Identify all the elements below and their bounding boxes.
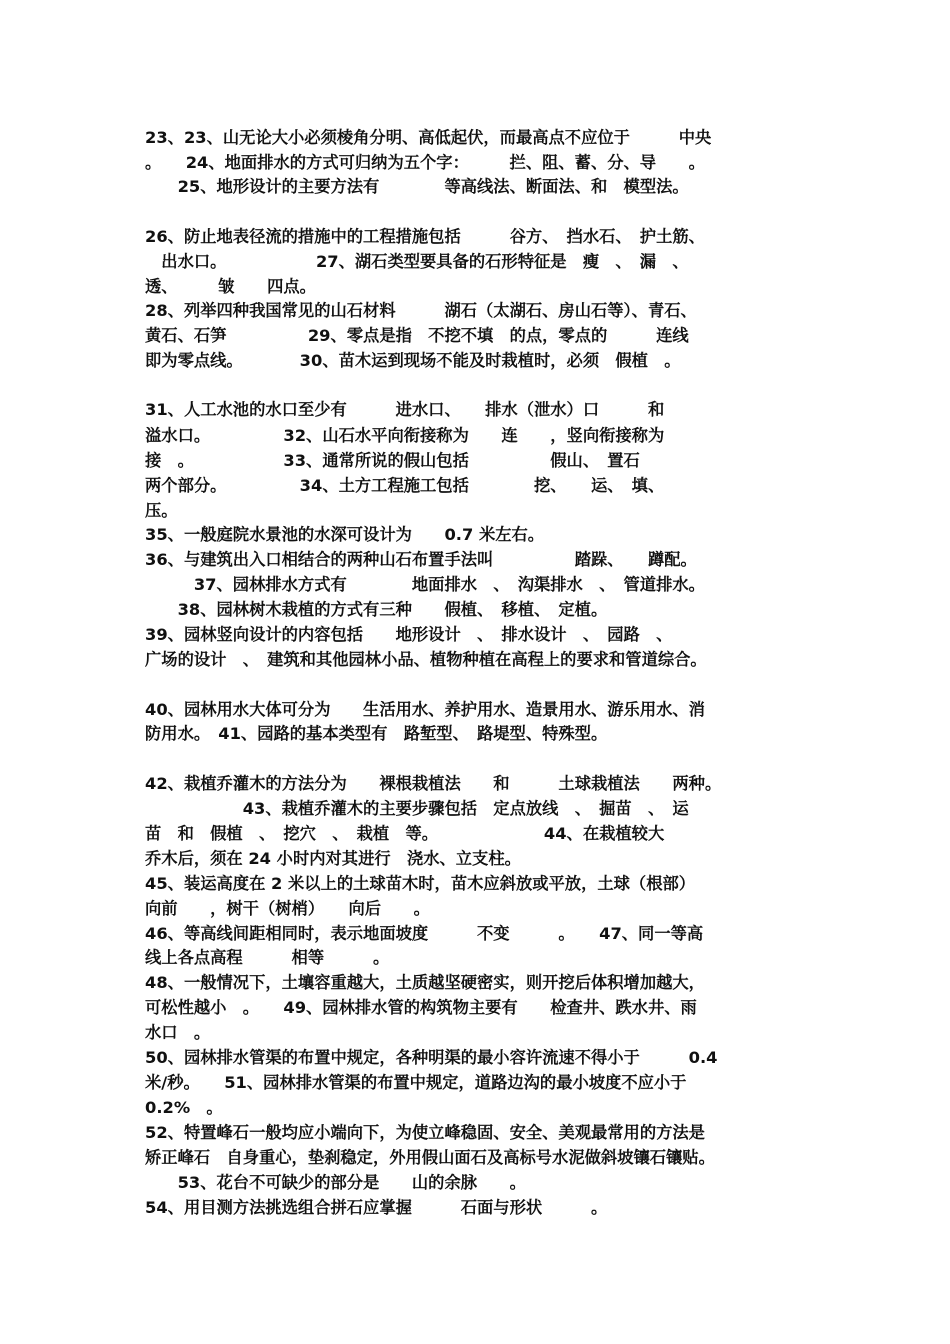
text-line: 37、园林排水方式有 地面排水 、 沟渠排水 、 管道排水。: [145, 575, 705, 594]
text-line: 42、栽植乔灌木的方法分为 裸根栽植法 和 土球栽植法 两种。: [145, 774, 722, 793]
text-line: 54、用目测方法挑选组合拼石应掌握 石面与形状 。: [145, 1198, 608, 1217]
text-line: 米/秒。 51、园林排水管渠的布置中规定，道路边沟的最小坡度不应小于: [145, 1073, 687, 1092]
text-line: 28、列举四种我国常见的山石材料 湖石（太湖石、房山石等）、青石、: [145, 301, 697, 320]
text-line: 31、人工水池的水口至少有 进水口、 排水（泄水）口 和: [145, 400, 665, 419]
text-line: 46、等高线间距相同时，表示地面坡度 不变 。 47、同一等高: [145, 924, 704, 943]
text-line: 乔木后，须在 24 小时内对其进行 浇水、立支柱。: [145, 849, 521, 868]
text-line: 接 。 33、通常所说的假山包括 假山、 置石: [145, 451, 640, 470]
text-line: 38、园林树木栽植的方式有三种 假植、 移植、 定植。: [145, 600, 608, 619]
text-line: 45、装运高度在 2 米以上的土球苗木时，苗木应斜放或平放，土球（根部）: [145, 874, 696, 893]
text-line: 矫正峰石 自身重心，垫刹稳定，外用假山面石及高标号水泥做斜坡镶石镶贴。: [145, 1148, 715, 1167]
text-line: 防用水。 41、园路的基本类型有 路堑型、 路堤型、特殊型。: [145, 724, 608, 743]
text-line: 压。: [145, 501, 178, 520]
text-line: 35、一般庭院水景池的水深可设计为 0.7 米左右。: [145, 525, 545, 544]
text-line: 黄石、石笋 29、零点是指 不挖不填 的点，零点的 连线: [145, 326, 689, 345]
text-line: 可松性越小 。 49、园林排水管的构筑物主要有 检查井、跌水井、雨: [145, 998, 697, 1017]
text-line: 广场的设计 、 建筑和其他园林小品、植物种植在高程上的要求和管道综合。: [145, 650, 707, 669]
text-line: 线上各点高程 相等 。: [145, 948, 390, 967]
text-line: 水口 。: [145, 1023, 211, 1042]
text-line: 出水口。 27、湖石类型要具备的石形特征是 瘦 、 漏 、: [145, 252, 689, 271]
text-line: 39、园林竖向设计的内容包括 地形设计 、 排水设计 、 园路 、: [145, 625, 673, 644]
text-line: 即为零点线。 30、苗木运到现场不能及时栽植时，必须 假植 。: [145, 351, 681, 370]
text-line: 43、栽植乔灌木的主要步骤包括 定点放线 、 掘苗 、 运: [145, 799, 689, 818]
text-line: 25、地形设计的主要方法有 等高线法、断面法、和 模型法。: [145, 177, 689, 196]
text-line: 50、园林排水管渠的布置中规定，各种明渠的最小容许流速不得小于 0.4: [145, 1048, 718, 1067]
text-line: 26、防止地表径流的措施中的工程措施包括 谷方、 挡水石、 护土筋、: [145, 227, 705, 246]
text-line: 48、一般情况下，土壤容重越大，土质越坚硬密实，则开挖后体积增加越大，: [145, 973, 705, 992]
text-line: 苗 和 假植 、 挖穴 、 栽植 等。 44、在栽植较大: [145, 824, 665, 843]
text-line: 向前 ，树干（树梢） 向后 。: [145, 899, 430, 918]
text-line: 两个部分。 34、土方工程施工包括 挖、 运、 填、: [145, 476, 665, 495]
text-line: 溢水口。 32、山石水平向衔接称为 连 ，竖向衔接称为: [145, 426, 665, 445]
text-line: 53、花台不可缺少的部分是 山的余脉 。: [145, 1173, 526, 1192]
text-line: 23、23、山无论大小必须棱角分明、高低起伏，而最高点不应位于 中央: [145, 128, 712, 147]
text-line: 36、与建筑出入口相结合的两种山石布置手法叫 踏跺、 蹲配。: [145, 550, 697, 569]
text-line: 40、园林用水大体可分为 生活用水、养护用水、造景用水、游乐用水、消: [145, 700, 705, 719]
text-line: 透、 皱 四点。: [145, 277, 316, 296]
text-line: 52、特置峰石一般均应小端向下，为使立峰稳固、安全、美观最常用的方法是: [145, 1123, 705, 1142]
text-line: 0.2% 。: [145, 1098, 223, 1117]
text-line: 。 24、地面排水的方式可归纳为五个字： 拦、阻、蓄、分、导 。: [145, 153, 705, 172]
